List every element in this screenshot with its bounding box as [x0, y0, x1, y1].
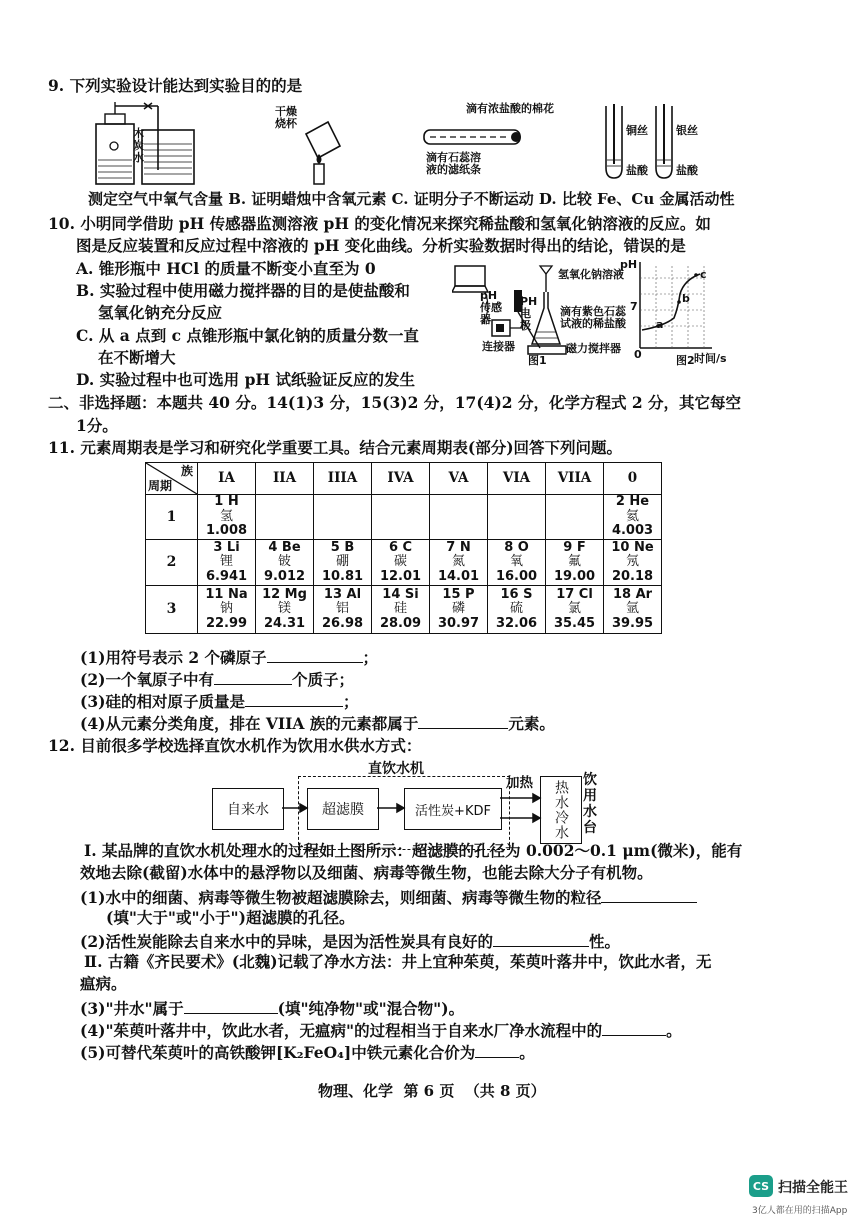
- element-symbol: 7 N: [446, 539, 471, 555]
- element-name: 氯: [567, 601, 581, 617]
- element-cell: [430, 540, 488, 586]
- element-cell: [198, 586, 256, 634]
- element-mass: 10.81: [321, 568, 364, 584]
- element-cell-he: [604, 495, 662, 540]
- group-header: VA: [430, 463, 488, 495]
- element-mass: 24.31: [263, 615, 306, 631]
- element-symbol: 1 H: [214, 494, 239, 510]
- q11-sub-1: [80, 646, 378, 668]
- element-name: 铍: [277, 554, 291, 570]
- q12-sub-5: [80, 1041, 535, 1063]
- page-footer: 物理、化学 第 6 页 （共 8 页）: [318, 1082, 546, 1100]
- element-name: 钠: [219, 601, 233, 617]
- fig2-caption: 图2: [676, 354, 695, 367]
- element-mass: 16.00: [495, 568, 538, 584]
- element-name: 硼: [335, 554, 349, 570]
- period-label: 2: [146, 540, 198, 586]
- section2-line1: 二、非选择题：本题共 40 分。14(1)3 分，15(3)2 分，17(4)2 分，化学方程式 2 分，其它每空: [48, 393, 742, 412]
- q9-title: 9. 下列实验设计能达到实验目的的是: [48, 76, 303, 95]
- q12-sub-1: [80, 886, 697, 908]
- empty-cell: [546, 495, 604, 540]
- q9-figure-b: [296, 104, 356, 186]
- q9-figure-c: [420, 120, 530, 154]
- element-name: 碳: [393, 554, 407, 570]
- group-header: IA: [198, 463, 256, 495]
- element-name: 磷: [451, 601, 465, 617]
- q12-para2-line2: 瘟病。: [80, 974, 127, 993]
- answer-blank[interactable]: [601, 886, 697, 903]
- tap-water-box: 自来水: [212, 788, 284, 830]
- element-name: 氖: [625, 554, 639, 570]
- answer-blank[interactable]: [214, 668, 292, 685]
- period-label: 3: [146, 586, 198, 634]
- element-mass: 9.012: [263, 568, 306, 584]
- element-cell: [488, 586, 546, 634]
- element-cell: [372, 540, 430, 586]
- q10-option-b-2: 氢氧化钠充分反应: [98, 303, 223, 322]
- group-header: VIIA: [546, 463, 604, 495]
- element-name: 氟: [567, 554, 581, 570]
- q12-sub-2-end: 性。: [588, 932, 620, 951]
- element-mass: 22.99: [205, 615, 248, 631]
- empty-cell: [314, 495, 372, 540]
- element-symbol: 11 Na: [205, 586, 248, 602]
- element-symbol: 6 C: [388, 539, 413, 555]
- element-cell: [430, 586, 488, 634]
- answer-blank[interactable]: [245, 690, 343, 707]
- element-mass: 6.941: [205, 568, 248, 584]
- fig2-ph-curve: [642, 274, 700, 330]
- element-symbol: 13 Al: [323, 586, 362, 602]
- q11-sub-1-end: ；: [362, 648, 379, 667]
- drinking-station-label: 饮用水台: [583, 772, 597, 836]
- q12-sub-3-text: (3)"井水"属于: [80, 999, 184, 1018]
- element-symbol: 8 O: [504, 539, 529, 555]
- fig2-tick-7: 7: [630, 300, 638, 313]
- answer-blank[interactable]: [184, 997, 278, 1014]
- element-cell: [314, 586, 372, 634]
- element-name: 氦: [625, 508, 639, 524]
- q11-sub-4-end: 元素。: [508, 714, 555, 733]
- answer-blank[interactable]: [418, 712, 508, 729]
- q10-option-b-1: B. 实验过程中使用磁力搅拌器的目的是使盐酸和: [76, 281, 410, 300]
- q11-sub-2: [80, 668, 354, 690]
- q12-sub-3: [80, 997, 464, 1019]
- element-cell: [256, 540, 314, 586]
- q12-sub-3-end: (填"纯净物"或"混合物")。: [277, 999, 465, 1018]
- q12-title: 12. 目前很多学校选择直饮水机作为饮用水供水方式：: [48, 736, 422, 755]
- q11-title: 11. 元素周期表是学习和研究化学重要工具。结合元素周期表(部分)回答下列问题。: [48, 438, 623, 457]
- element-name: 硅: [393, 601, 407, 617]
- section2-line2: 1分。: [76, 416, 118, 435]
- fig2-point-c: [694, 273, 698, 277]
- fig2-label-a: a: [656, 318, 664, 331]
- element-symbol: 15 P: [442, 586, 475, 602]
- element-mass: 20.18: [611, 568, 654, 584]
- q12-para2-line1: Ⅱ. 古籍《齐民要术》(北魏)记载了净水方法：井上宜种茱萸，茱萸叶落井中，饮此水者，无: [84, 952, 712, 971]
- group-header: 0: [604, 463, 662, 495]
- q9-c-label-bottom: 滴有石蕊溶液的滤纸条: [426, 151, 481, 176]
- group-header: IIA: [256, 463, 314, 495]
- group-header: IVA: [372, 463, 430, 495]
- element-symbol: 18 Ar: [612, 586, 653, 602]
- q10-option-c-2: 在不断增大: [98, 348, 176, 367]
- q10-option-c-1: C. 从 a 点到 c 点锥形瓶中氯化钠的质量分数一直: [76, 326, 419, 345]
- heat-label: 加热: [506, 775, 533, 791]
- element-symbol: 9 F: [563, 539, 586, 555]
- q12-sub-1-text: (1)水中的细菌、病毒等微生物被超滤膜除去，则细菌、病毒等微生物的粒径: [80, 888, 602, 907]
- element-cell: [604, 586, 662, 634]
- answer-blank[interactable]: [267, 646, 363, 663]
- q9-d-label-1: 铜丝: [626, 124, 648, 137]
- element-mass: 35.45: [553, 615, 596, 631]
- group-header: VIA: [488, 463, 546, 495]
- element-name: 锂: [219, 554, 233, 570]
- period-label: 1: [146, 495, 198, 540]
- element-name: 氩: [625, 601, 639, 617]
- element-symbol: 14 Si: [382, 586, 419, 602]
- element-name: 镁: [277, 601, 291, 617]
- fig1-electrode: PH电极: [520, 295, 538, 332]
- element-cell: [488, 540, 546, 586]
- element-cell: [604, 540, 662, 586]
- q10-option-d: D. 实验过程中也可选用 pH 试纸验证反应的发生: [76, 370, 415, 389]
- fig2-label-b: b: [682, 292, 690, 305]
- q11-sub-3-end: ；: [342, 692, 359, 711]
- element-mass: 14.01: [437, 568, 480, 584]
- q9-c-label-top: 滴有浓盐酸的棉花: [466, 102, 554, 115]
- element-cell: [256, 586, 314, 634]
- fig1-caption: 图1: [528, 354, 547, 367]
- element-mass: 19.00: [553, 568, 596, 584]
- q11-sub-3: [80, 690, 358, 712]
- element-name: 氧: [509, 554, 523, 570]
- q9-a-label: 木炭水: [133, 127, 144, 164]
- q12-para1-line1: Ⅰ. 某品牌的直饮水机处理水的过程如上图所示：超滤膜的孔径为 0.002～0.1 μm(微米)，能有: [84, 841, 743, 860]
- fig2-label-c: c: [700, 268, 707, 281]
- hot-cold-box: 热水冷水: [540, 776, 582, 844]
- element-name: 氮: [451, 554, 465, 570]
- q9-d-label-4: 盐酸: [676, 164, 698, 177]
- q9-figure-a: [90, 100, 200, 190]
- q9-d-label-2: 盐酸: [626, 164, 648, 177]
- element-name: 氢: [219, 508, 233, 524]
- fig1-stirrer: 磁力搅拌器: [566, 342, 621, 355]
- camscanner-logo: CS: [749, 1175, 773, 1197]
- element-mass: 30.97: [437, 615, 480, 631]
- q10-stem-2: 图是反应装置和反应过程中溶液的 pH 变化曲线。分析实验数据时得出的结论，错误的是: [76, 236, 686, 255]
- element-symbol: 3 Li: [213, 539, 240, 555]
- fig2-point-b: [677, 300, 681, 304]
- fig1-naoh: 氢氧化钠溶液: [558, 268, 624, 281]
- element-mass: 26.98: [321, 615, 364, 631]
- fig2-xlabel: 时间/s: [694, 352, 727, 365]
- element-cell: [198, 540, 256, 586]
- element-mass: 28.09: [379, 615, 422, 631]
- camscanner-slogan: 3亿人都在用的扫描App: [752, 1206, 848, 1216]
- table-corner: [146, 463, 198, 495]
- element-symbol: 4 Be: [268, 539, 301, 555]
- element-symbol: 10 Ne: [611, 539, 654, 555]
- periodic-table: [145, 462, 662, 634]
- q11-sub-2-text: (2)一个氧原子中有: [80, 670, 214, 689]
- empty-cell: [430, 495, 488, 540]
- element-cell: [372, 586, 430, 634]
- element-cell-h: [198, 495, 256, 540]
- q11-sub-3-text: (3)硅的相对原子质量是: [80, 692, 245, 711]
- element-cell: [546, 586, 604, 634]
- q9-options: 测定空气中氧气含量 B. 证明蜡烛中含氧元素 C. 证明分子不断运动 D. 比较 Fe、Cu 金属活动性: [88, 190, 735, 208]
- answer-blank[interactable]: [602, 1019, 666, 1036]
- element-symbol: 12 Mg: [262, 586, 307, 602]
- q12-sub-2-text: (2)活性炭能除去自来水中的异味，是因为活性炭具有良好的: [80, 932, 493, 951]
- answer-blank[interactable]: [475, 1041, 519, 1058]
- element-mass: 12.01: [379, 568, 422, 584]
- q9-d-label-3: 银丝: [676, 124, 698, 137]
- q11-sub-1-text: (1)用符号表示 2 个磷原子: [80, 648, 267, 667]
- q11-sub-4: [80, 712, 555, 734]
- element-symbol: 2 He: [615, 494, 650, 510]
- element-name: 硫: [509, 601, 523, 617]
- q12-sub-5-text: (5)可替代茱萸叶的高铁酸钾[K₂FeO₄]中铁元素化合价为: [80, 1043, 476, 1062]
- fig1-acid: 滴有紫色石蕊试液的稀盐酸: [560, 305, 626, 330]
- element-symbol: 5 B: [330, 539, 355, 555]
- element-name: 铝: [335, 601, 349, 617]
- camscanner-name: 扫描全能王: [778, 1180, 848, 1196]
- answer-blank[interactable]: [493, 930, 589, 947]
- element-mass: 32.06: [495, 615, 538, 631]
- group-header: IIIA: [314, 463, 372, 495]
- element-cell: [546, 540, 604, 586]
- q10-stem-1: 10. 小明同学借助 pH 传感器监测溶液 pH 的变化情况来探究稀盐酸和氢氧化钠溶液的反应。如: [48, 214, 711, 233]
- q12-sub-4-end: 。: [666, 1021, 682, 1040]
- q11-sub-2-end: 个质子；: [291, 670, 354, 689]
- q9-b-label: 干燥烧杯: [275, 105, 297, 130]
- fig1-connector: 连接器: [482, 340, 515, 353]
- empty-cell: [372, 495, 430, 540]
- flow-arrows: [282, 790, 544, 830]
- q12-sub-2: [80, 930, 620, 952]
- empty-cell: [256, 495, 314, 540]
- fig1-sensor: pH传感器: [480, 289, 502, 326]
- q12-sub-1-hint: (填"大于"或"小于")超滤膜的孔径。: [106, 908, 355, 927]
- element-mass: 4.003: [611, 523, 654, 539]
- q11-sub-4-text: (4)从元素分类角度，排在 VIIA 族的元素都属于: [80, 714, 419, 733]
- q12-sub-4-text: (4)"茱萸叶落井中，饮此水者，无瘟病"的过程相当于自来水厂净水流程中的: [80, 1021, 603, 1040]
- element-symbol: 17 Cl: [556, 586, 593, 602]
- q12-sub-4: [80, 1019, 682, 1041]
- fig2-ylabel: pH: [620, 258, 638, 271]
- diagram-machine-label: 直饮水机: [368, 761, 424, 777]
- q10-option-a: A. 锥形瓶中 HCl 的质量不断变小直至为 0: [76, 259, 376, 278]
- header-zu: 族: [180, 464, 193, 478]
- empty-cell: [488, 495, 546, 540]
- element-mass: 1.008: [205, 523, 248, 539]
- q12-sub-5-end: 。: [519, 1043, 535, 1062]
- element-mass: 39.95: [611, 615, 654, 631]
- header-zhouqi: 周期: [148, 478, 173, 493]
- element-cell: [314, 540, 372, 586]
- q12-para1-line2: 效地去除(截留)水体中的悬浮物以及细菌、病毒等微生物，也能去除大分子有机物。: [80, 863, 653, 882]
- element-symbol: 16 S: [500, 586, 533, 602]
- ultrafilter-box: 超滤膜: [307, 788, 379, 830]
- fig2-origin: 0: [634, 348, 642, 361]
- carbon-kdf-box: 活性炭+KDF: [404, 788, 502, 830]
